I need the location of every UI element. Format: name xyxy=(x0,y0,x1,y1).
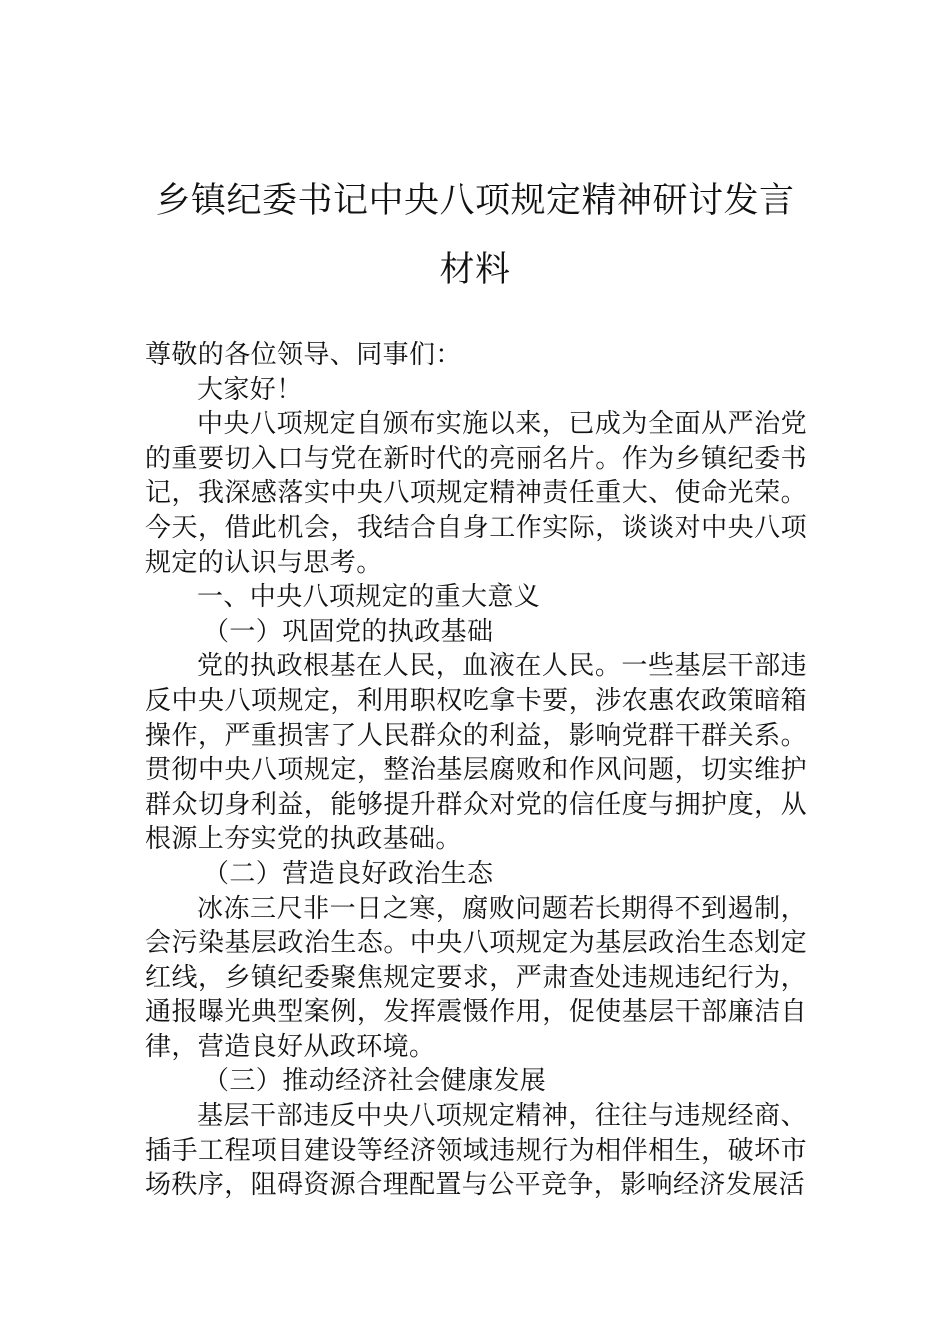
document-title-line-2: 材料 xyxy=(439,250,511,290)
section-1-heading: 一、中央八项规定的重大意义 xyxy=(197,582,541,613)
subsection-3-heading: （三）推动经济社会健康发展 xyxy=(203,1066,547,1097)
document-body xyxy=(145,338,807,1203)
salutation: 尊敬的各位领导、同事们： xyxy=(145,340,462,370)
greeting: 大家好！ xyxy=(197,374,303,405)
subsection-2-paragraph: 冰冻三尺非一日之寒，腐败问题若长期得不到遏制，会污染基层政治生态。中央八项规定为基层政治生态划定红线，乡镇纪委聚焦规定要求，严肃查处违规违纪行为，通报曝光典型案例，发挥震慑作用，促使基层干部廉洁自律，营造良好从政环境。 xyxy=(145,893,807,1062)
subsection-1-paragraph: 党的执政根基在人民，血液在人民。一些基层干部违反中央八项规定，利用职权吃拿卡要，涉农惠农政策暗箱操作，严重损害了人民群众的利益，影响党群干群关系。贯彻中央八项规定，整治基层腐败和作风问题，切实维护群众切身利益，能够提升群众对党的信任度与拥护度，从根源上夯实党的执政基础。 xyxy=(145,651,807,855)
subsection-1-heading: （一）巩固党的执政基础 xyxy=(203,616,494,647)
document-title-line-1: 乡镇纪委书记中央八项规定精神研讨发言 xyxy=(155,181,795,221)
subsection-3-paragraph: 基层干部违反中央八项规定精神，往往与违规经商、插手工程项目建设等经济领域违规行为相伴相生，破坏市场秩序，阻碍资源合理配置与公平竞争，影响经济发展活 xyxy=(145,1101,807,1201)
intro-paragraph: 中央八项规定自颁布实施以来，已成为全面从严治党的重要切入口与党在新时代的亮丽名片。作为乡镇纪委书记，我深感落实中央八项规定精神责任重大、使命光荣。今天，借此机会，我结合自身工作实际，谈谈对中央八项规定的认识与思考。 xyxy=(145,409,807,578)
subsection-2-heading: （二）营造良好政治生态 xyxy=(203,858,494,889)
